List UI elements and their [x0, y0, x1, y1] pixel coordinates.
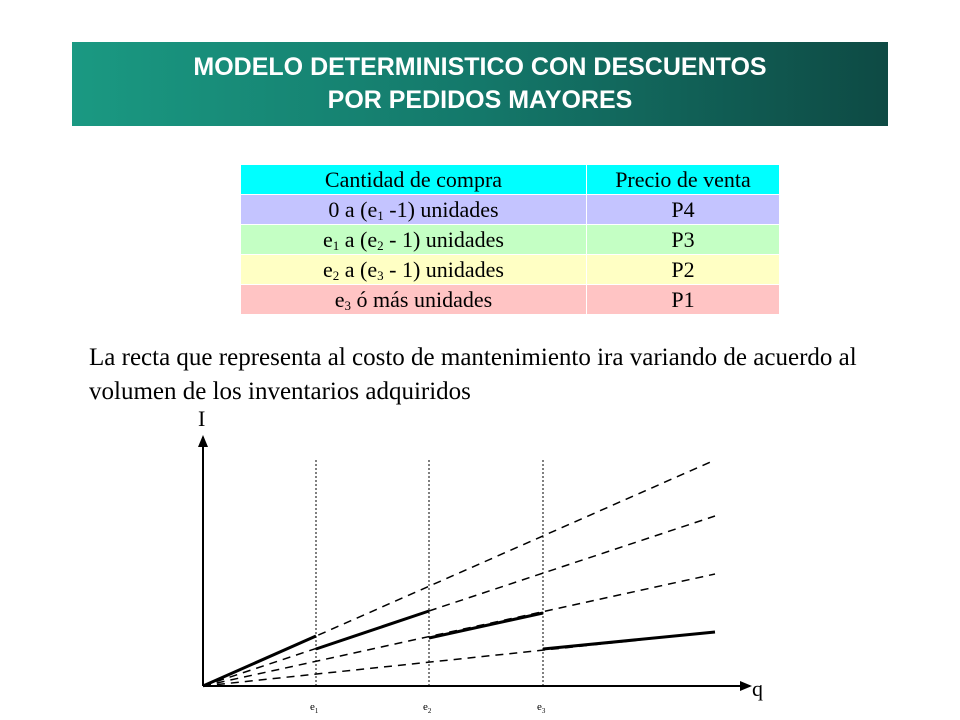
active-segment-p4	[203, 636, 316, 686]
quantity-cell: $e_2$ a $(e_3 - 1)$ unidades	[241, 255, 587, 285]
header-cantidad: Cantidad de compra	[241, 165, 587, 195]
y-axis-label: I	[198, 406, 206, 431]
description-text: La recta que representa al costo de mantenimiento ira variando de acuerdo al volumen de los inventarios adquiridos	[89, 344, 857, 405]
price-cell: P3	[587, 225, 780, 255]
tick-label-e1: $e_1$	[310, 701, 319, 715]
price-cell: P4	[587, 195, 780, 225]
tick-label-e3: $e_3$	[537, 701, 546, 715]
title-line-1: MODELO DETERMINISTICO CON DESCUENTOS	[193, 53, 767, 81]
active-segment-p2	[429, 613, 543, 638]
quantity-cell: 0 a ($e_1$ -1) unidades	[241, 195, 587, 225]
quantity-cell: $e_3$ ó más unidades	[241, 285, 587, 315]
tick-label-e2: $e_2$	[423, 701, 432, 715]
active-segment-p3	[316, 611, 429, 649]
quantity-cell: $e_1$ a $(e_2 - 1)$ unidades	[241, 225, 587, 255]
x-axis-label: q	[752, 676, 763, 701]
cost-line-p3	[203, 516, 715, 686]
price-cell: P2	[587, 255, 780, 285]
active-segment-p1	[543, 632, 715, 649]
price-cell: P1	[587, 285, 780, 315]
title-line-2: POR PEDIDOS MAYORES	[327, 86, 633, 114]
header-precio: Precio de venta	[587, 165, 780, 195]
